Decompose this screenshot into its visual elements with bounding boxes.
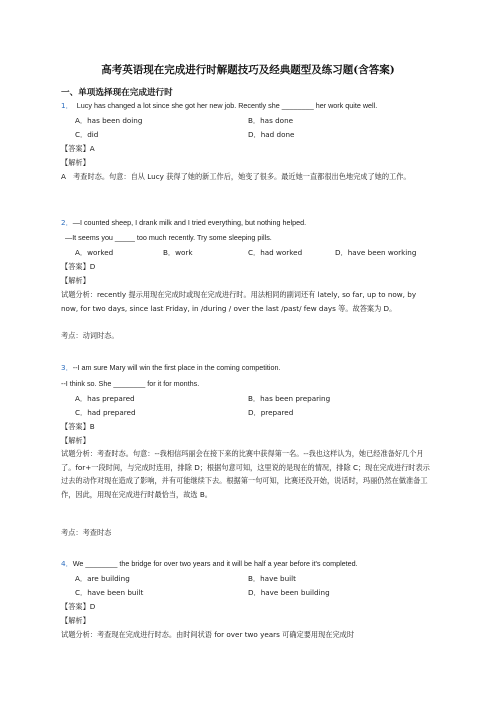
option-c: C．had prepared [75,408,136,417]
analysis-label: 【解析】 [61,276,90,285]
option-b: B．work [163,248,193,257]
knowledge-point: 考点：考查时态 [61,528,112,537]
option-b: B．has been preparing [248,394,331,403]
question-3-stem-2: --I think so. She ________ for it for months. [61,379,200,388]
question-text: --I am sure Mary will win the first place in the coming competition. [72,363,281,372]
option-d: D．prepared [248,408,294,417]
question-number: 4． [61,559,73,568]
option-c: C．have been built [75,588,144,597]
option-d: D．had done [248,130,295,139]
question-number: 3． [61,363,73,372]
knowledge-point: 考点：动词时态。 [61,331,119,340]
question-text: Lucy has changed a lot since she got her new job. Recently she ________ her work quite well. [76,101,378,110]
analysis-label: 【解析】 [61,158,90,167]
question-number: 1． [61,101,73,110]
answer: 【答案】D [61,602,96,611]
answer: 【答案】B [61,422,95,431]
question-text: We ________ the bridge for over two years and it will be half a year before it's completed. [72,559,358,568]
answer: 【答案】D [61,262,96,271]
question-4-stem [61,558,358,569]
option-a: A．has been doing [75,116,143,125]
question-text: —I counted sheep, I drank milk and I tried everything, but nothing helped. [72,218,307,227]
option-c: C．did [75,130,99,139]
option-d: D．have been building [248,588,330,597]
section-heading: 一、单项选择现在完成进行时 [61,88,173,98]
option-b: B．has done [248,116,294,125]
analysis-text: 试题分析：考查时态。句意：--我相信玛丽会在接下来的比赛中获得第一名。--我也这样认为，她已经准备好几个月了。for+一段时间，与完成时连用，排除 D；根据句意可知，这里说的是现在的情况，排除 C；现在完成进行时表示过去的动作对现在造成了影响，并有可能继续下去。根据第一句可知，比赛还没开始，说话时，玛丽仍然在做准备工作，因此，用现在完成进行时最恰当，故选 B。 [61,449,430,499]
option-d: D．have been working [335,248,417,257]
option-a: A．has prepared [75,394,135,403]
option-a: A．are building [75,574,130,583]
analysis-text: A 考查时态。句意：自从 Lucy 获得了她的新工作后，她变了很多。最近她一直都很出色地完成了她的工作。 [61,172,411,181]
analysis-label: 【解析】 [61,616,90,625]
option-a: A．worked [75,248,114,257]
question-2-stem [61,217,306,228]
analysis-text: 试题分析：考查现在完成进行时态。由时间状语 for over two years 可确定要用现在完成时 [61,630,355,639]
answer: 【答案】A [61,144,95,153]
option-b: B．have built [248,574,296,583]
analysis-text: 试题分析：recently 提示用现在完成时或现在完成进行时。用法相同的副词还有 lately, so far, up to now, by now, for two days, since last Friday, in /during / over the last /past/ few days 等。故答案为 D。 [61,290,417,313]
page-title: 高考英语现在完成进行时解题技巧及经典题型及练习题(含答案) [101,64,395,76]
question-1-stem [61,100,377,111]
option-c: C．had worked [248,248,303,257]
question-2-stem-2: —It seems you _____ too much recently. Try some sleeping pills. [65,233,272,242]
question-number: 2． [61,218,73,227]
question-3-stem [61,362,280,373]
analysis-label: 【解析】 [61,436,90,445]
